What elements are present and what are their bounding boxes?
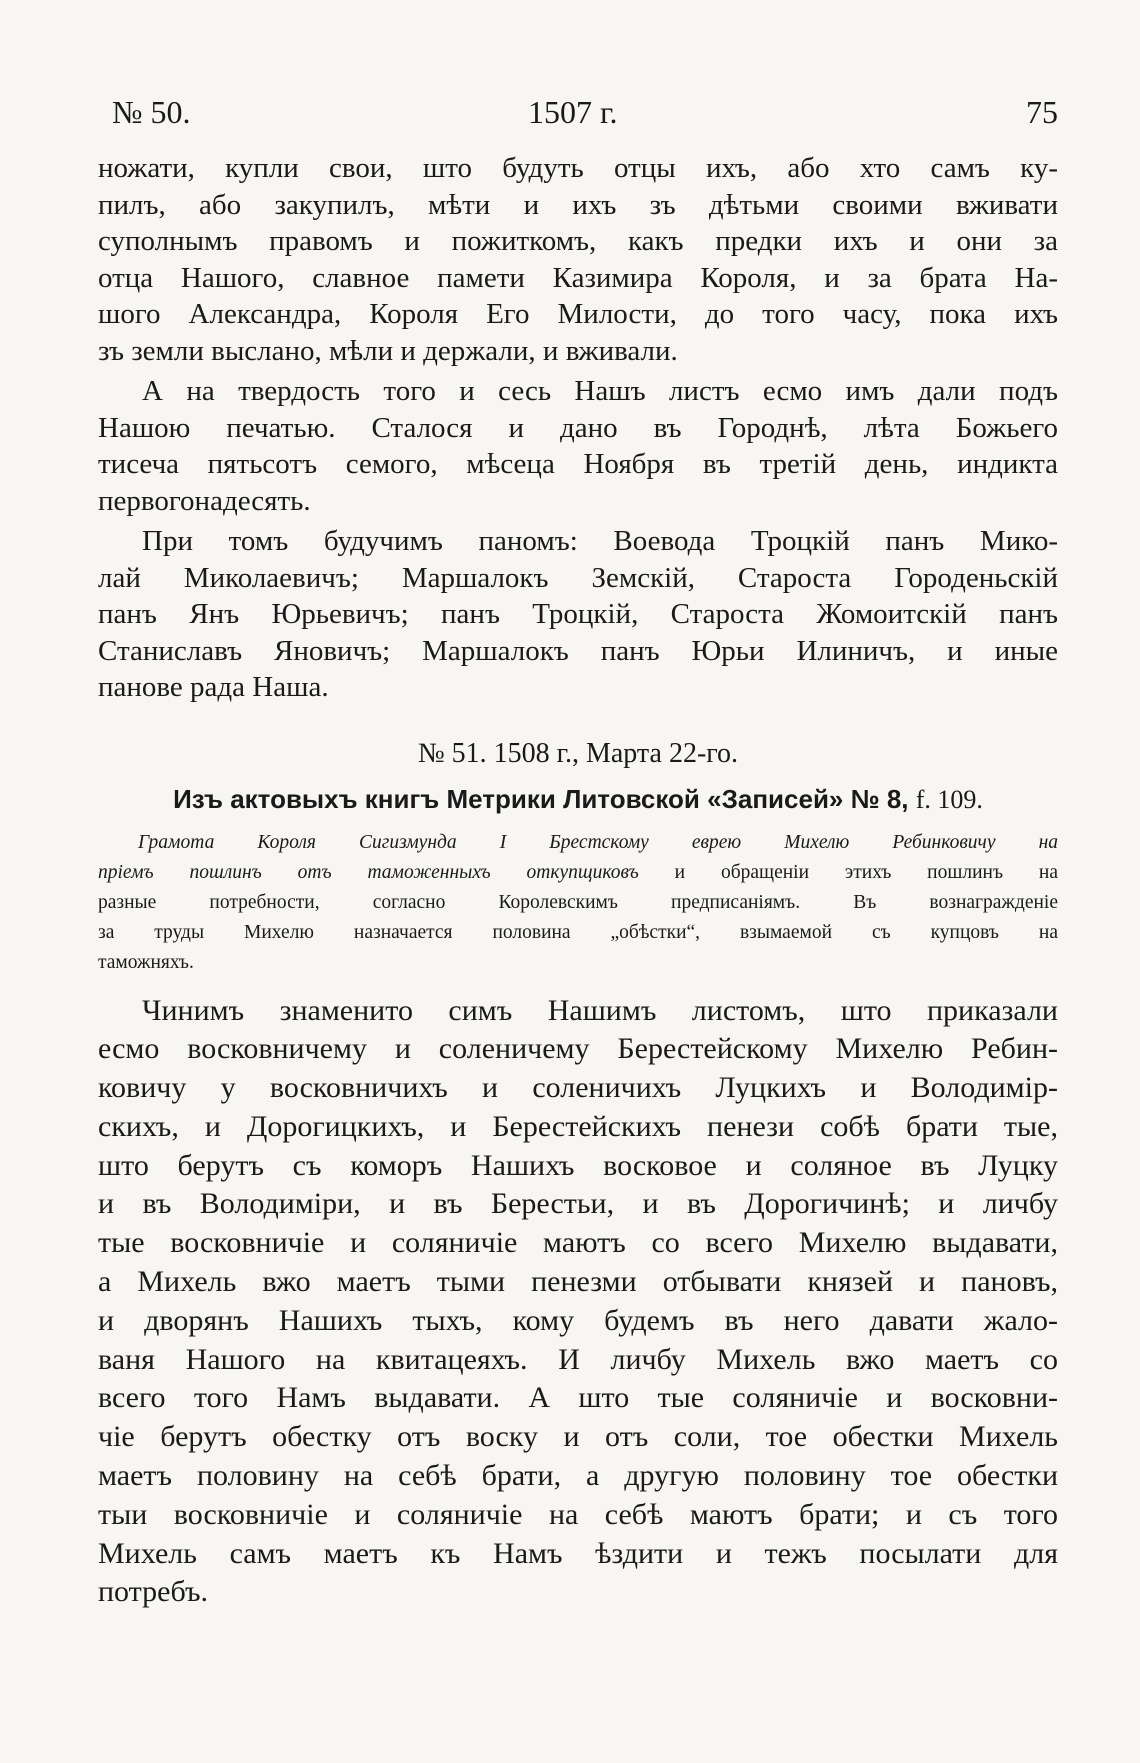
text-line: шого Александра, Короля Его Милости, до того часу, пока ихъ bbox=[98, 298, 1058, 330]
summary-plain-fragment: и обращеніи этихъ пошлинъ на bbox=[674, 861, 1059, 883]
text-line: панъ Янъ Юрьевичъ; панъ Троцкій, Староста Жомоитскій панъ bbox=[98, 598, 1058, 630]
paragraph-continuation bbox=[98, 150, 1058, 369]
text-line: Нашою печатью. Сталося и дано въ Городнѣ, лѣта Божьего bbox=[98, 411, 1058, 444]
summary-line bbox=[98, 858, 1058, 888]
text-line: зъ земли выслано, мѣли и держали, и вживали. bbox=[98, 334, 678, 367]
summary-italic-fragment: пріемъ пошлинъ отъ таможенныхъ откупщиковъ bbox=[98, 861, 639, 883]
text-line: Чинимъ знаменито симъ Нашимъ листомъ, што приказали bbox=[142, 993, 1058, 1027]
source-folio: f. 109. bbox=[915, 784, 983, 814]
text-line: первогонадесять. bbox=[98, 484, 311, 517]
text-line: А на твердость того и сесь Нашъ листъ есмо имъ дали подъ bbox=[142, 375, 1058, 407]
document-number: № 50. bbox=[112, 94, 191, 130]
page-number: 75 bbox=[1026, 94, 1058, 130]
text-line: панове рада Наша. bbox=[98, 671, 329, 703]
text-line: Станиславъ Яновичъ; Маршалокъ панъ Юрьи Илиничъ, и иные bbox=[98, 634, 1058, 667]
text-line: Михель самъ маетъ къ Намъ ѣздити и тежъ посылати для bbox=[98, 1536, 1058, 1570]
text-line: што берутъ съ коморъ Нашихъ восковое и соляное въ Луцку bbox=[98, 1148, 1058, 1182]
document-51-summary bbox=[98, 828, 1058, 978]
text-line: тыи восковничіе и соляничіе на себѣ маютъ брати; и съ того bbox=[98, 1497, 1058, 1531]
summary-line: таможняхъ. bbox=[98, 951, 194, 973]
text-line: лай Миколаевичъ; Маршалокъ Земскій, Староста Городеньскій bbox=[98, 561, 1058, 594]
text-line: а Михель вжо маетъ тыми пенезми отбывати князей и пановъ, bbox=[98, 1265, 1058, 1299]
summary-line: за труды Михелю назначается половина „обѣстки“, взымаемой съ купцовъ на bbox=[98, 921, 1058, 943]
running-header bbox=[98, 94, 1058, 146]
document-51-heading: № 51. 1508 г., Марта 22-го. bbox=[417, 737, 739, 769]
text-line: всего того Намъ выдавати. А што тые соляничіе и восковни- bbox=[98, 1381, 1058, 1415]
text-line: скихъ, и Дорогицкихъ, и Берестейскихъ пенези собѣ брати тые, bbox=[98, 1109, 1058, 1143]
paragraph-witnesses bbox=[98, 523, 1058, 706]
text-line: При томъ будучимъ паномъ: Воевода Троцкій панъ Мико- bbox=[142, 525, 1058, 557]
text-line: чіе берутъ обестку отъ воску и отъ соли, тое обестки Михель bbox=[98, 1420, 1058, 1454]
text-line: маетъ половину на себѣ брати, а другую половину тое обестки bbox=[98, 1459, 1058, 1493]
paragraph-charter-text bbox=[98, 992, 1058, 1613]
text-line: и дворянъ Нашихъ тыхъ, кому будемъ въ него давати жало- bbox=[98, 1303, 1058, 1337]
text-line: и въ Володиміри, и въ Берестьи, и въ Дорогичинѣ; и личбу bbox=[98, 1187, 1058, 1221]
text-line: потребъ. bbox=[98, 1575, 208, 1609]
text-line: суполнымъ правомъ и пожиткомъ, какъ предки ихъ и они за bbox=[98, 225, 1058, 257]
text-line: ковичу у восковничихъ и соленичихъ Луцкихъ и Володимір- bbox=[98, 1071, 1058, 1105]
paragraph-sealing bbox=[98, 373, 1058, 519]
source-title: Изъ актовыхъ книгъ Метрики Литовской «Записей» № 8, bbox=[173, 783, 909, 814]
text-line: тисеча пятьсотъ семого, мѣсеца Ноября въ третій день, индикта bbox=[98, 448, 1058, 480]
text-line: ваня Нашого на квитацеяхъ. И личбу Михель вжо маетъ со bbox=[98, 1342, 1058, 1376]
document-51-source bbox=[98, 784, 1058, 824]
text-line: тые восковничіе и соляничіе маютъ со всего Михелю выдавати, bbox=[98, 1226, 1058, 1260]
text-line: отца Нашого, славное памети Казимира Короля, и за брата На- bbox=[98, 261, 1058, 294]
header-year: 1507 г. bbox=[528, 94, 618, 130]
text-line: пилъ, або закупилъ, мѣти и ихъ зъ дѣтьми своими вживати bbox=[98, 188, 1058, 221]
text-line: ножати, купли свои, што будуть отцы ихъ, або хто самъ ку- bbox=[98, 152, 1058, 184]
text-line: есмо восковничему и соленичему Берестейскому Михелю Ребин- bbox=[98, 1032, 1058, 1066]
summary-line: Грамота Короля Сигизмунда I Брестскому еврею Михелю Ребинковичу на bbox=[138, 831, 1058, 853]
summary-line: разные потребности, согласно Королевскимъ предписаніямъ. Въ вознагражденіе bbox=[98, 891, 1058, 913]
